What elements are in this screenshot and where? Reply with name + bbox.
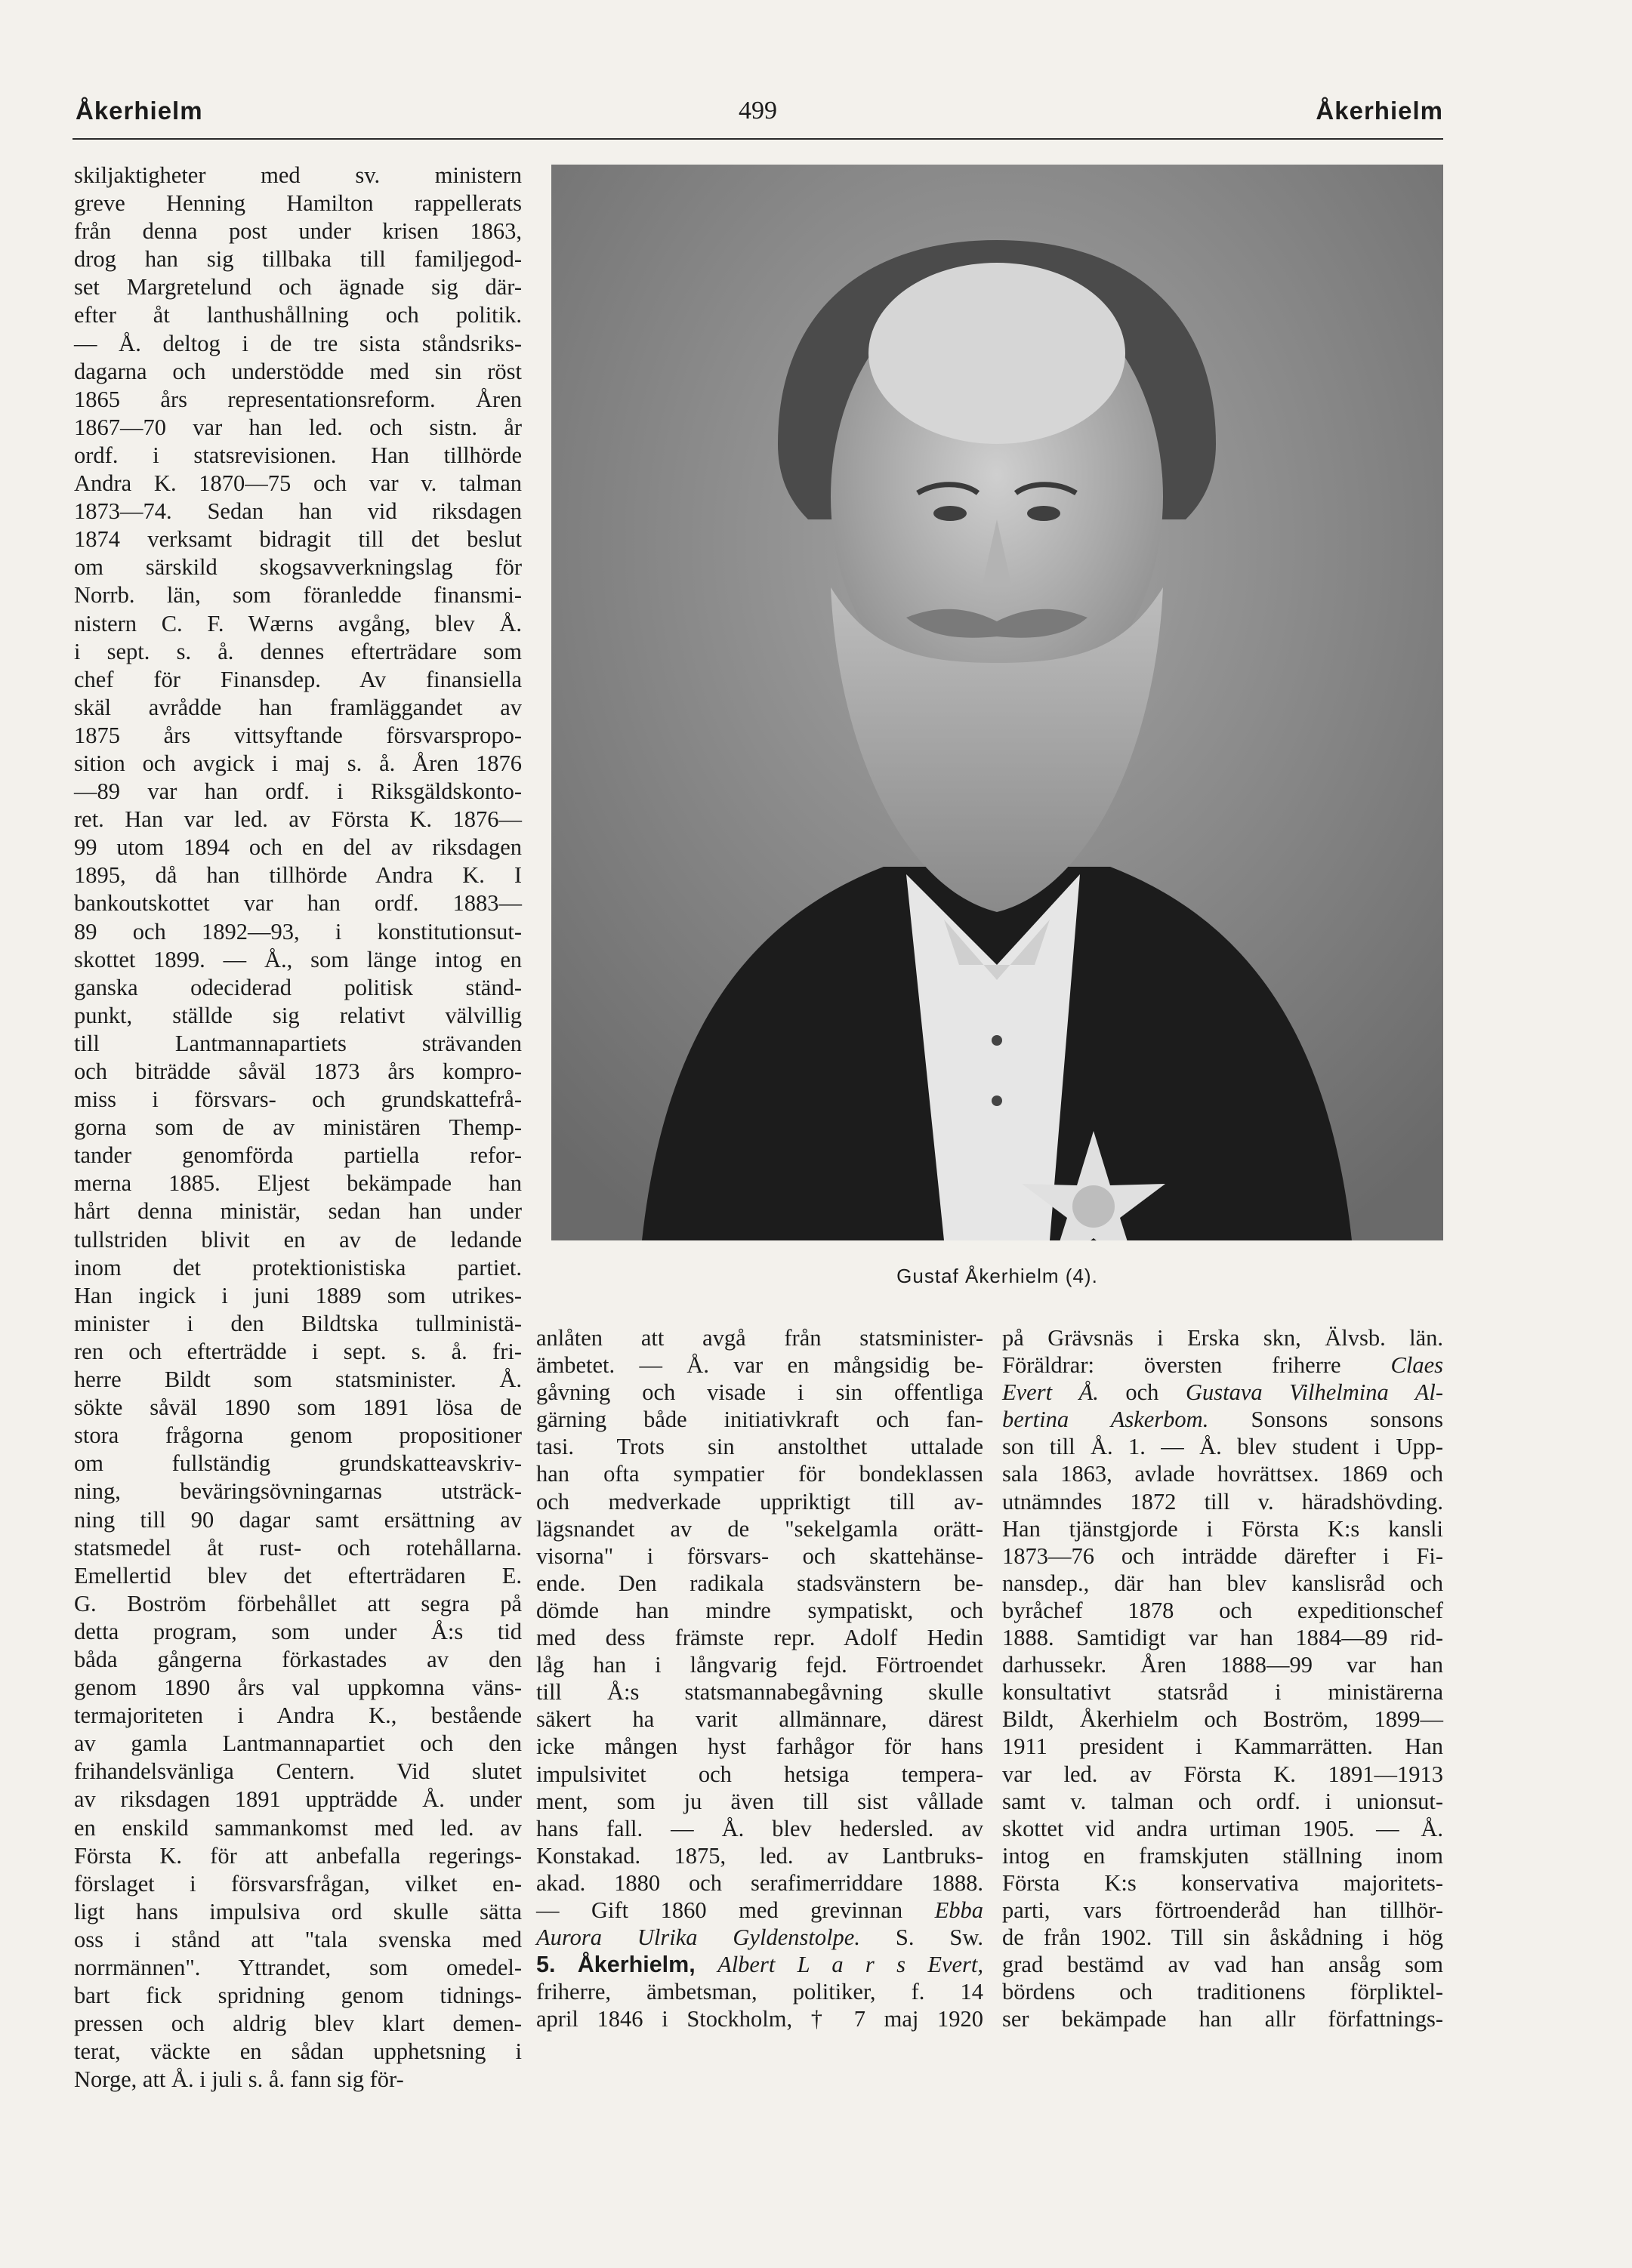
text-line: minister i den Bildtska tullministä- <box>74 1310 522 1336</box>
portrait-photo <box>551 165 1443 1240</box>
parent-name: bertina Askerbom. <box>1002 1407 1209 1433</box>
text-line: och biträdde såväl 1873 års kompro- <box>74 1059 522 1084</box>
text-line: i sept. s. å. dennes efterträdare som <box>74 638 522 664</box>
text-line: Andra K. 1870—75 och var v. talman <box>74 470 522 497</box>
text-line: merna 1885. Eljest bekämpade han <box>74 1170 522 1197</box>
text-line: hans fall. — Å. blev hedersled. av <box>536 1815 983 1841</box>
running-header <box>72 97 1443 130</box>
text-segment: Föräldrar: översten friherre <box>1002 1352 1341 1379</box>
text-line: Emellertid blev det efterträdaren E. <box>74 1562 522 1589</box>
text-line: utnämndes 1872 till v. häradshövding. <box>1002 1488 1443 1515</box>
text-line: lägsnandet av de "sekelgamla orätt- <box>536 1515 983 1542</box>
text-line: punkt, ställde sig relativt välvillig <box>74 1002 522 1028</box>
spouse-name: Ebba <box>934 1897 983 1923</box>
text-line <box>536 1897 983 1924</box>
text-line: gorna som de av ministären Themp- <box>74 1114 522 1141</box>
text-line: ganska odeciderad politisk ständ- <box>74 974 522 1000</box>
text-line: gåvning och visade i sin offentliga <box>536 1379 983 1406</box>
text-line: om fullständig grundskatteavskriv- <box>74 1450 522 1477</box>
text-line: greve Henning Hamilton rappellerats <box>74 190 522 217</box>
text-line: nansdep., där han blev kanslisråd och <box>1002 1570 1443 1596</box>
text-line: Norge, att Å. i juli s. å. fann sig för- <box>74 2066 404 2093</box>
text-line: han ofta sympatier för bondeklassen <box>536 1461 983 1487</box>
text-line: intog en framskjuten ställning inom <box>1002 1842 1443 1869</box>
text-line: statsmedel åt rust- och rotehållarna. <box>74 1534 522 1561</box>
text-line <box>536 1924 983 1951</box>
text-line: drog han sig tillbaka till familjegod- <box>74 246 522 273</box>
text-line: 89 och 1892—93, i konstitutionsut- <box>74 918 522 944</box>
text-line: en enskild sammankomst med led. av <box>74 1814 522 1841</box>
text-line: inom det protektionistiska partiet. <box>74 1254 522 1280</box>
text-line: sökte såväl 1890 som 1891 lösa de <box>74 1394 522 1421</box>
text-line: frihandelsvänliga Centern. Vid slutet <box>74 1758 522 1785</box>
page-number: 499 <box>739 97 777 125</box>
text-line <box>1002 1351 1443 1379</box>
text-line: skäl avrådde han framläggandet av <box>74 694 522 720</box>
text-line: dömde han mindre sympatiskt, och <box>536 1597 983 1623</box>
text-line: ämbetet. — Å. var en mångsidig be- <box>536 1352 983 1379</box>
text-line: tasi. Trots sin anstolthet uttalade <box>536 1434 983 1460</box>
text-line: var led. av Första K. 1891—1913 <box>1002 1761 1443 1787</box>
text-line: ordf. i statsrevisionen. Han tillhörde <box>74 442 522 468</box>
text-line: visorna" i försvars- och skattehänse- <box>536 1542 983 1569</box>
text-line: bankoutskottet var han ordf. 1883— <box>74 890 522 917</box>
text-line: ende. Den radikala stadsvänstern be- <box>536 1570 983 1596</box>
text-line: ren och efterträdde i sept. s. å. fri- <box>74 1338 522 1364</box>
text-line: termajoriteten i Andra K., bestående <box>74 1703 522 1729</box>
text-line: 1911 president i Kammarrätten. Han <box>1002 1733 1443 1760</box>
text-line: efter åt lanthushållning och politik. <box>74 302 522 328</box>
text-line: 1875 års vittsyftande försvarspropo- <box>74 722 522 748</box>
text-line: son till Å. 1. — Å. blev student i Upp- <box>1002 1434 1443 1460</box>
text-line: impulsivitet och hetsiga tempera- <box>536 1761 983 1787</box>
text-line: tander genomförda partiella refor- <box>74 1142 522 1169</box>
parent-name: Gustava Vilhelmina Al- <box>1185 1379 1444 1406</box>
text-line: tullstriden blivit en av de ledande <box>74 1226 522 1253</box>
text-line: ret. Han var led. av Första K. 1876— <box>74 806 522 833</box>
text-line: bart fick spridning genom tidnings- <box>74 1983 522 2009</box>
text-line: Första K. för att anbefalla regerings- <box>74 1842 522 1869</box>
text-line: gärning både initiativkraft och fan- <box>536 1407 983 1433</box>
text-line: ning, beväringsövningarnas utsträck- <box>74 1478 522 1505</box>
text-column-3 <box>1002 1324 1443 2032</box>
header-left-title: Åkerhielm <box>76 97 203 125</box>
text-line: till Å:s statsmannabegåvning skulle <box>536 1679 983 1706</box>
text-line: 99 utom 1894 och en del av riksdagen <box>74 834 522 861</box>
text-line: terat, väckte en sådan upphetsning i <box>74 2038 522 2065</box>
text-line: detta program, som under Å:s tid <box>74 1618 522 1644</box>
text-line <box>1002 1379 1443 1406</box>
text-line: friherre, ämbetsman, politiker, f. 14 <box>536 1979 983 2005</box>
text-line: Norrb. län, som föranledde finansmi- <box>74 582 522 609</box>
text-line: och medverkade uppriktigt till av- <box>536 1488 983 1515</box>
header-rule <box>72 138 1443 140</box>
text-segment: och <box>1125 1379 1159 1406</box>
text-line: G. Boström förbehållet att segra på <box>74 1590 522 1616</box>
text-line: 1873—74. Sedan han vid riksdagen <box>74 498 522 525</box>
text-line: skiljaktigheter med sv. ministern <box>74 162 522 188</box>
text-line: stora frågorna genom propositioner <box>74 1422 522 1449</box>
text-line: dagarna och understödde med sin röst <box>74 358 522 384</box>
text-line: båda gångerna förkastades av den <box>74 1646 522 1672</box>
text-line: grad bestämd av vad han ansåg som <box>1002 1952 1443 1978</box>
portrait-caption: Gustaf Åkerhielm (4). <box>896 1265 1098 1287</box>
text-line: samt v. talman och ordf. i unionsut- <box>1002 1788 1443 1814</box>
entry-number: 5. <box>536 1952 556 1978</box>
text-line: ser bekämpade han allr författnings- <box>1002 2006 1443 2032</box>
text-line: —89 var han ordf. i Riksgäldskonto- <box>74 778 522 805</box>
text-line: — Å. deltog i de tre sista ståndsriks- <box>74 330 522 356</box>
parent-name: Claes <box>1390 1352 1443 1379</box>
parent-name: Evert Å. <box>1002 1379 1099 1406</box>
text-line: april 1846 i Stockholm, † 7 maj 1920 <box>536 2006 983 2032</box>
text-line: låg han i långvarig fejd. Förtroendet <box>536 1652 983 1678</box>
spouse-name: Aurora Ulrika Gyldenstolpe. <box>536 1924 860 1951</box>
text-line: chef för Finansdep. Av finansiella <box>74 666 522 692</box>
text-line: Första K:s konservativa majoritets- <box>1002 1869 1443 1896</box>
text-column-1 <box>74 162 522 2094</box>
text-line: Han ingick i juni 1889 som utrikes- <box>74 1282 522 1308</box>
text-line: hårt denna ministär, sedan han under <box>74 1198 522 1225</box>
text-segment: Sonsons sonsons <box>1251 1407 1444 1433</box>
text-line <box>1002 1406 1443 1433</box>
text-line: miss i försvars- och grundskattefrå- <box>74 1086 522 1113</box>
text-line: säkert ha varit allmännare, därest <box>536 1706 983 1733</box>
text-line: bördens och traditionens förpliktel- <box>1002 1979 1443 2005</box>
text-line: parti, vars förtroenderåd han tillhör- <box>1002 1897 1443 1923</box>
author-signature: S. Sw. <box>895 1924 983 1951</box>
text-line: anlåten att avgå från statsminister- <box>536 1325 983 1351</box>
text-line: av riksdagen 1891 uppträdde Å. under <box>74 1786 522 1813</box>
text-line: icke mången hyst farhågor för hans <box>536 1733 983 1760</box>
text-line: om särskild skogsavverkningslag för <box>74 554 522 581</box>
text-line: ligt hans impulsiva ord skulle sätta <box>74 1898 522 1924</box>
text-segment: — Gift 1860 med grevinnan <box>536 1897 903 1923</box>
text-line: 1895, då han tillhörde Andra K. I <box>74 862 522 889</box>
text-line: de från 1902. Till sin åskådning i hög <box>1002 1924 1443 1951</box>
text-line: Han tjänstgjorde i Första K:s kansli <box>1002 1515 1443 1542</box>
text-line: 1873—76 och inträdde därefter i Fi- <box>1002 1542 1443 1569</box>
text-line: till Lantmannapartiets strävanden <box>74 1030 522 1056</box>
text-line: på Grävsnäs i Erska skn, Älvsb. län. <box>1002 1325 1443 1351</box>
text-line: 1865 års representationsreform. Åren <box>74 386 522 412</box>
entry-heading-line <box>536 1951 983 1978</box>
text-line: skottet 1899. — Å., som länge intog en <box>74 946 522 972</box>
text-line: sala 1863, avlade hovrättsex. 1869 och <box>1002 1461 1443 1487</box>
text-line: av gamla Lantmannapartiet och den <box>74 1730 522 1757</box>
text-line: 1874 verksamt bidragit till det beslut <box>74 526 522 553</box>
text-column-2 <box>536 1324 983 2032</box>
text-line: Konstakad. 1875, led. av Lantbruks- <box>536 1842 983 1869</box>
text-line: ment, som ju även till sist vållade <box>536 1788 983 1814</box>
text-line: norrmännen". Yttrandet, som omedel- <box>74 1955 522 1980</box>
entry-given-names: Albert L a r s Evert, <box>717 1952 984 1978</box>
entry-name: Åkerhielm, <box>577 1952 696 1978</box>
text-line: sition och avgick i maj s. å. Åren 1876 <box>74 750 522 776</box>
text-line: oss i stånd att "tala svenska med <box>74 1926 522 1952</box>
text-line: herre Bildt som statsminister. Å. <box>74 1367 522 1393</box>
text-line: darhussekr. Åren 1888—99 var han <box>1002 1652 1443 1678</box>
text-line: nistern C. F. Wærns avgång, blev Å. <box>74 610 522 636</box>
text-line: ning till 90 dagar samt ersättning av <box>74 1506 522 1533</box>
text-line: från denna post under krisen 1863, <box>74 218 522 245</box>
header-right-title: Åkerhielm <box>1316 97 1443 125</box>
text-line: med dess främste repr. Adolf Hedin <box>536 1625 983 1651</box>
text-line: 1888. Samtidigt var han 1884—89 rid- <box>1002 1625 1443 1651</box>
text-line: pressen och aldrig blev klart demen- <box>74 2011 522 2037</box>
text-line: genom 1890 års val uppkomna väns- <box>74 1675 522 1701</box>
text-line: 1867—70 var han led. och sistn. år <box>74 414 522 440</box>
text-line: skottet vid andra urtiman 1905. — Å. <box>1002 1815 1443 1841</box>
text-line: set Margretelund och ägnade sig där- <box>74 274 522 300</box>
text-line: förslaget i försvarsfrågan, vilket en- <box>74 1870 522 1897</box>
text-line: akad. 1880 och serafimerriddare 1888. <box>536 1869 983 1896</box>
text-line: Bildt, Åkerhielm och Boström, 1899— <box>1002 1706 1443 1733</box>
text-line: byråchef 1878 och expeditionschef <box>1002 1597 1443 1623</box>
text-line: konsultativt statsråd i ministärerna <box>1002 1679 1443 1706</box>
